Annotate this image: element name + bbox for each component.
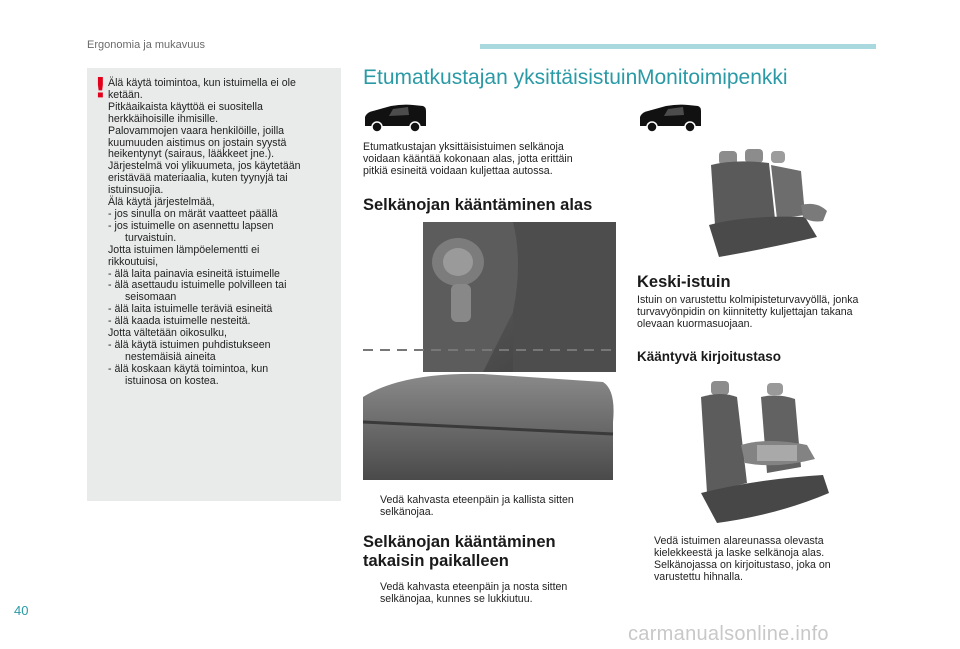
fold-down-heading: Selkänojan kääntäminen alas [363, 196, 593, 214]
warning-line: - älä koskaan käytä toimintoa, kun [108, 362, 269, 375]
page-number: 40 [14, 603, 29, 618]
warning-line: Älä käytä toimintoa, kun istuimella ei ole [108, 77, 296, 89]
fold-back-instruction [363, 581, 567, 605]
warning-line: - jos sinulla on märät vaatteet päällä [108, 207, 278, 220]
center-seat-line: olevaan kuormasuojaan. [637, 318, 753, 330]
warning-line: - älä kaada istuimelle nesteitä. [108, 315, 251, 328]
instruction-line: selkänojaa. [380, 506, 434, 518]
writing-desk-heading: Kääntyvä kirjoitustaso [637, 349, 782, 364]
writing-desk-instruction [637, 535, 831, 583]
instruction-line: selkänojaa, kunnes se lukkiutuu. [380, 593, 533, 605]
warning-line: Jotta vältetään oikosulku, [108, 327, 227, 340]
instruction-line: kielekkeestä ja laske selkänoja alas. [654, 547, 825, 559]
instruction-line: Vedä kahvasta eteenpäin ja kallista sitten [380, 494, 574, 506]
warning-line: Jotta istuimen lämpöelementti ei [108, 243, 260, 256]
warning-line: - älä laita istuimelle teräviä esineitä [108, 303, 273, 316]
center-seat-heading: Keski-istuin [637, 273, 731, 291]
warning-line: nestemäisiä aineita [125, 350, 216, 363]
fold-down-instruction [363, 494, 574, 518]
warning-line: Pitkäaikaista käyttöä ei suositella [108, 100, 263, 113]
warning-line: - älä laita painavia esineitä istuimelle [108, 267, 280, 280]
intro-line: voidaan kääntää kokonaan alas, jotta erittäin [363, 153, 573, 165]
intro-line: pitkiä esineitä voidaan kuljettaa autossa. [363, 165, 553, 177]
warning-line: - älä käytä istuimen puhdistukseen [108, 338, 271, 351]
van-silhouette-icon [363, 104, 427, 134]
warning-line: istuinsuojia. [108, 184, 164, 197]
fold-back-heading-line: Selkänojan kääntäminen [363, 533, 556, 551]
warning-line: herkkäihoisille ihmisille. [108, 112, 219, 125]
warning-line: - älä asettaudu istuimelle polvilleen tai [108, 279, 287, 292]
center-seat-text [637, 294, 858, 330]
fold-back-heading [363, 533, 556, 571]
warning-line: heikentynyt (sairaus, lääkkeet jne.). [108, 148, 275, 161]
warning-line: Järjestelmä voi ylikuumeta, jos käytetään [108, 160, 301, 173]
watermark: carmanualsonline.info [628, 623, 829, 645]
warning-line: turvaistuin. [125, 231, 177, 244]
front-seat-intro [363, 141, 573, 177]
warning-line: ketään. [108, 88, 143, 101]
warning-line: eristävää materiaalia, kuten tyynyjä tai [108, 172, 288, 185]
warning-line: istuinosa on kostea. [125, 374, 219, 387]
warning-line: kuumuuden aistimus on jostain syystä [108, 136, 287, 149]
instruction-line: varustettu hihnalla. [654, 571, 743, 583]
warning-line: rikkoutuisi, [108, 255, 159, 268]
warning-text [108, 78, 334, 388]
center-seat-line: Istuin on varustettu kolmipisteturvavyöllä, jonka [637, 294, 859, 306]
section-title-bench: Monitoimipenkki [637, 66, 788, 89]
warning-line: Älä käytä järjestelmää, [108, 196, 215, 209]
instruction-line: Selkänojassa on kirjoitustaso, joka on [654, 559, 831, 571]
van-silhouette-icon [637, 104, 703, 134]
section-title-front-seat: Etumatkustajan yksittäisistuin [363, 66, 638, 89]
seat-fold-photo [363, 222, 616, 480]
chapter-accent-bar [480, 44, 876, 49]
chapter-title: Ergonomia ja mukavuus [87, 39, 206, 51]
warning-line: seisomaan [125, 291, 177, 304]
instruction-line: Vedä kahvasta eteenpäin ja nosta sitten [380, 581, 568, 593]
fold-back-heading-line: takaisin paikalleen [363, 552, 509, 570]
writing-desk-photo [697, 375, 833, 525]
center-seat-line: turvavyönpidin on kiinnitetty kuljettajan takana [637, 306, 853, 318]
warning-icon: ! [94, 71, 107, 104]
warning-line: - jos istuimelle on asennettu lapsen [108, 219, 274, 232]
intro-line: Etumatkustajan yksittäisistuimen selkänoja [363, 141, 564, 153]
bench-seat-photo [705, 145, 829, 263]
instruction-line: Vedä istuimen alareunassa olevasta [654, 535, 824, 547]
warning-line: Palovammojen vaara henkilöille, joilla [108, 124, 285, 137]
